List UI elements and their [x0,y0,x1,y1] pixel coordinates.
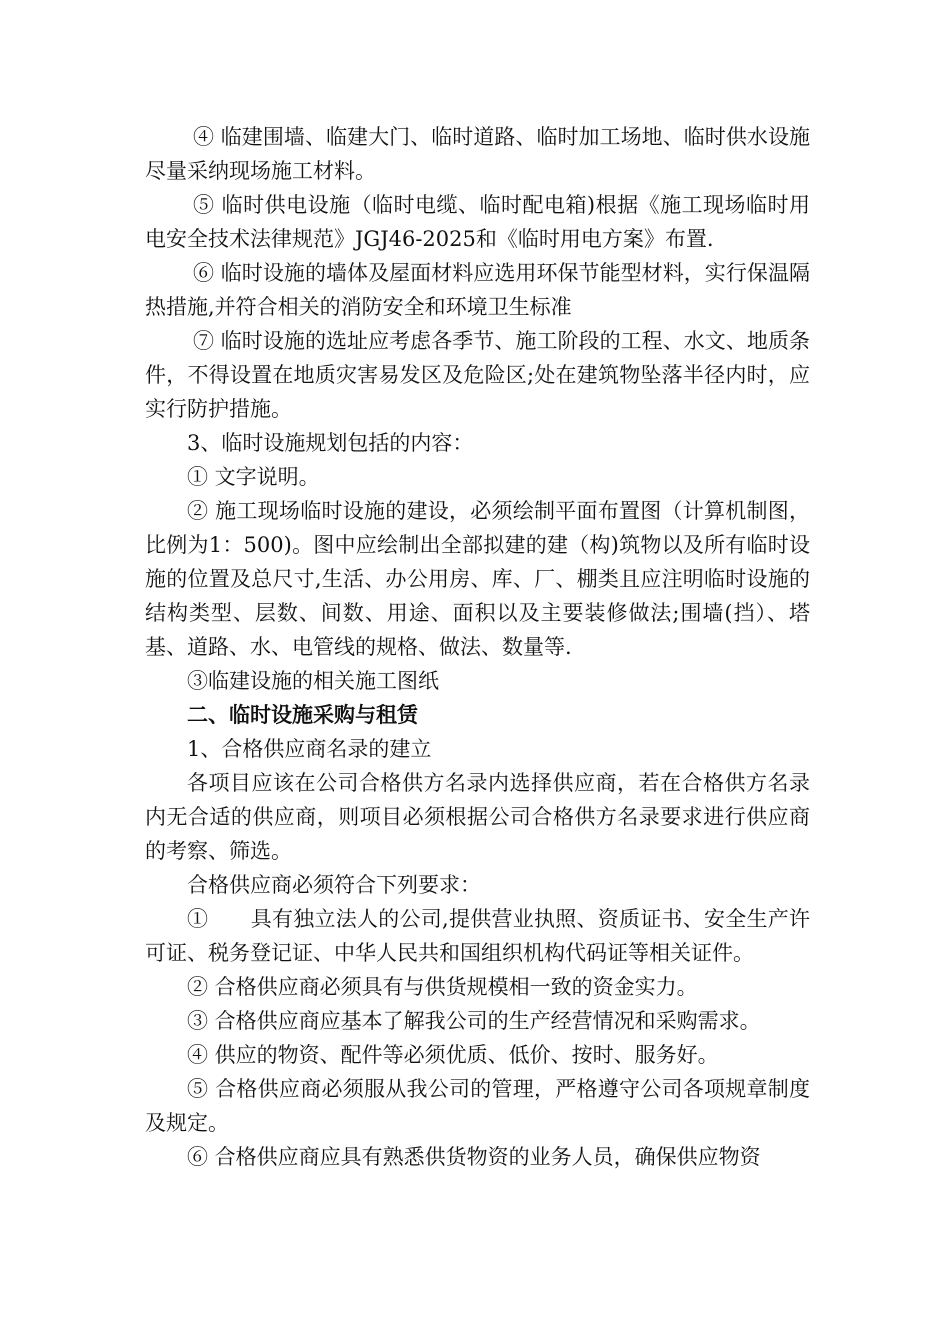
paragraph-supplier-requirements-intro: 合格供应商必须符合下列要求： [187,873,481,897]
paragraph-item-6: ⑥ 临时设施的墙体及屋面材料应选用环保节能型材料，实行保温隔热措施,并符合相关的消防安全和环境卫生标准 [145,261,810,319]
paragraph-layout-plan: ② 施工现场临时设施的建设，必须绘制平面布置图（计算机制图，比例为1：500)。图中应绘制出全部拟建的建（构)筑物以及所有临时设施的位置及总尺寸,生活、办公用房、库、厂、棚类且应注明临时设施的结构类型、层数、间数、用途、面积以及主要装修做法;围墙(挡）、塔基、道路、水、电管线的规格、做法、数量等. [145,499,810,659]
requirement-item-2: ② 合格供应商必须具有与供货规模相一致的资金实力。 [187,975,698,999]
requirement-item-6: ⑥ 合格供应商应具有熟悉供货物资的业务人员，确保供应物资 [187,1145,761,1169]
document-page [145,120,810,1174]
paragraph-item-5: ⑤ 临时供电设施（临时电缆、临时配电箱)根据《施工现场临时用电安全技术法律规范》JGJ46-2025和《临时用电方案》布置. [145,193,810,251]
requirement-item-1: ① 具有独立法人的公司,提供营业执照、资质证书、安全生产许可证、税务登记证、中华人民共和国组织机构代码证等相关证件。 [145,907,810,965]
requirement-item-4: ④ 供应的物资、配件等必须优质、低价、按时、服务好。 [187,1043,719,1067]
requirement-item-3: ③ 合格供应商应基本了解我公司的生产经营情况和采购需求。 [187,1009,761,1033]
requirement-item-5: ⑤ 合格供应商必须服从我公司的管理，严格遵守公司各项规章制度及规定。 [145,1077,810,1135]
paragraph-text-description: ① 文字说明。 [187,465,320,489]
paragraph-supplier-selection: 各项目应该在公司合格供方名录内选择供应商，若在合格供方名录内无合适的供应商，则项目必须根据公司合格供方名录要求进行供应商的考察、筛选。 [145,771,810,863]
paragraph-item-4: ④ 临建围墙、临建大门、临时道路、临时加工场地、临时供水设施尽量采纳现场施工材料。 [145,125,810,183]
paragraph-item-7: ⑦ 临时设施的选址应考虑各季节、施工阶段的工程、水文、地质条件，不得设置在地质灾害易发区及危险区;处在建筑物坠落半径内时，应实行防护措施。 [145,329,810,421]
section-heading-procurement: 二、临时设施采购与租赁 [187,703,418,727]
paragraph-construction-drawings: ③临建设施的相关施工图纸 [187,669,439,693]
section-3-title: 3、临时设施规划包括的内容： [187,431,474,455]
subsection-supplier-list: 1、合格供应商名录的建立 [187,737,432,761]
